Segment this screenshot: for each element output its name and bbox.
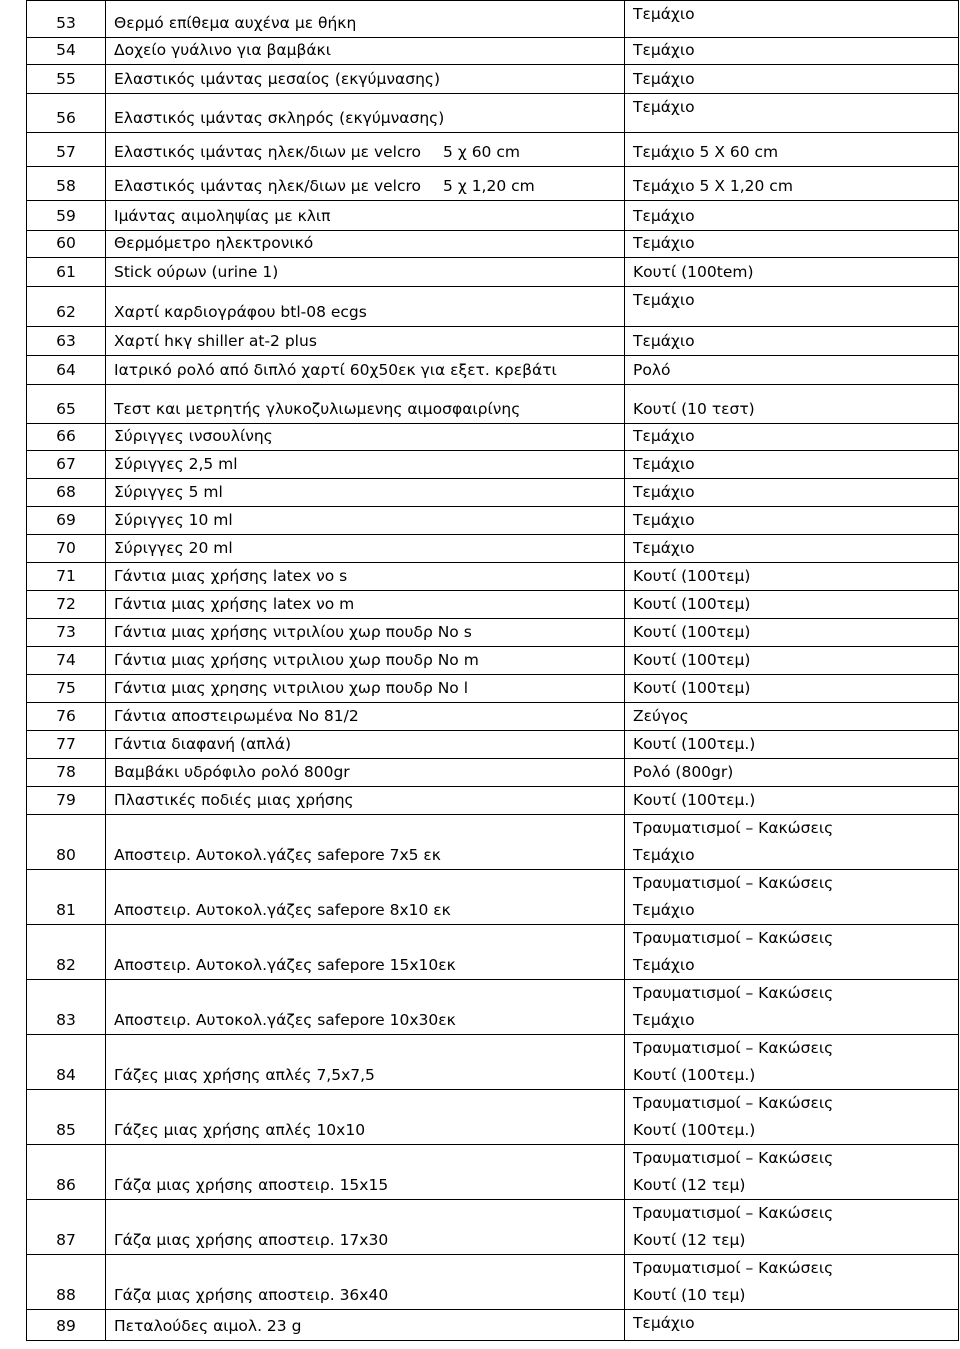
item-unit-line: Τεμάχιο [633,332,695,350]
item-number: 87 [27,1200,106,1255]
item-unit [625,675,959,703]
item-description-text: Σύριγγες 10 ml [114,511,233,529]
item-description [106,38,625,65]
item-number: 84 [27,1035,106,1090]
item-unit [625,1,959,38]
item-description [106,451,625,479]
table-row [27,619,959,647]
item-description [106,647,625,675]
item-unit-line-2: Κουτί (100τεμ.) [633,1121,756,1139]
item-description-text: Γάντια μιας χρήσης latex νο m [114,595,355,613]
item-unit [625,619,959,647]
item-unit-line: Κουτί (100τεμ) [633,679,751,697]
item-unit [625,591,959,619]
item-description-text: Ελαστικός ιμάντας σκληρός (εκγύμνασης) [114,109,445,127]
supplies-table [26,0,959,1341]
item-description-text: Γάντια μιας χρήσης νιτριλίου χωρ πουδρ Νο s [114,623,472,641]
item-description-text: Ελαστικός ιμάντας ηλεκ/διων με velcro [114,177,422,195]
item-number: 69 [27,507,106,535]
item-description [106,287,625,327]
item-unit-line: Τεμάχιο [633,41,695,59]
item-unit [625,38,959,65]
table-row [27,327,959,356]
item-description [106,65,625,94]
item-unit-line: Ρολό (800gr) [633,763,734,781]
table-row [27,479,959,507]
item-unit-line: Τραυματισμοί – Κακώσεις [633,929,834,947]
item-number: 62 [27,287,106,327]
table-row [27,258,959,287]
item-number: 66 [27,424,106,451]
table-row [27,507,959,535]
table-row [27,1255,959,1310]
item-description [106,133,625,167]
table-row [27,647,959,675]
table-row [27,703,959,731]
item-description [106,980,625,1035]
item-unit-line: Τραυματισμοί – Κακώσεις [633,1039,834,1057]
item-description-text: Σύριγγες 5 ml [114,483,223,501]
item-unit-line: Ζεύγος [633,707,689,725]
item-unit-line: Τεμάχιο [633,483,695,501]
item-unit [625,815,959,870]
table-row [27,1,959,38]
item-unit [625,647,959,675]
item-number: 61 [27,258,106,287]
item-unit-line-2: Κουτί (10 τεμ) [633,1286,746,1304]
item-unit-line: Κουτί (100τεμ) [633,623,751,641]
item-unit [625,787,959,815]
item-unit-line: Κουτί (100τεμ) [633,567,751,585]
item-description-text: Σύριγγες 20 ml [114,539,233,557]
table-row [27,1145,959,1200]
table-row [27,980,959,1035]
table-row [27,167,959,201]
item-unit-line: Τραυματισμοί – Κακώσεις [633,1094,834,1112]
table-row [27,38,959,65]
item-description-text: Σύριγγες 2,5 ml [114,455,238,473]
supplies-table-body [27,1,959,1341]
item-number: 86 [27,1145,106,1200]
table-row [27,287,959,327]
item-unit-line: Τραυματισμοί – Κακώσεις [633,874,834,892]
item-unit [625,870,959,925]
item-unit-line: Τραυματισμοί – Κακώσεις [633,1259,834,1277]
table-row [27,1200,959,1255]
item-number: 55 [27,65,106,94]
item-number: 72 [27,591,106,619]
item-description [106,327,625,356]
item-description [106,925,625,980]
item-unit-line: Κουτί (100τεμ) [633,651,751,669]
item-description [106,507,625,535]
item-description-text: Γάντια αποστειρωμένα Νο 81/2 [114,707,359,725]
item-unit-line: Τεμάχιο [633,511,695,529]
table-row [27,231,959,258]
item-number: 78 [27,759,106,787]
item-number: 64 [27,356,106,385]
item-description-text: Γάντια διαφανή (απλά) [114,735,292,753]
item-description-text: Ελαστικός ιμάντας μεσαίος (εκγύμνασης) [114,70,441,88]
item-description [106,167,625,201]
item-description [106,424,625,451]
item-description-text: Αποστειρ. Αυτοκολ.γάζες safepore 15x10εκ [114,956,456,974]
item-unit [625,535,959,563]
item-number: 71 [27,563,106,591]
item-unit-line-2: Τεμάχιο [633,956,695,974]
item-unit [625,980,959,1035]
item-number: 60 [27,231,106,258]
item-description [106,201,625,231]
item-number: 80 [27,815,106,870]
table-row [27,133,959,167]
item-number: 74 [27,647,106,675]
table-row [27,385,959,424]
item-description-text: Γάντια μιας χρήσης latex νο s [114,567,348,585]
table-row [27,787,959,815]
table-row [27,535,959,563]
item-unit-line: Τεμάχιο 5 Χ 60 cm [633,143,779,161]
item-number: 53 [27,1,106,38]
item-description-text: Πεταλούδες αιμολ. 23 g [114,1317,302,1335]
item-description [106,94,625,133]
item-number: 82 [27,925,106,980]
item-description-text: Stick ούρων (urine 1) [114,263,279,281]
item-unit-line: Κουτί (100τεμ) [633,595,751,613]
item-description [106,385,625,424]
item-description-text: Ελαστικός ιμάντας ηλεκ/διων με velcro [114,143,422,161]
item-description-text: Αποστειρ. Αυτοκολ.γάζες safepore 7x5 εκ [114,846,441,864]
item-description-text: Ιμάντας αιμοληψίας με κλιπ [114,207,331,225]
item-number: 65 [27,385,106,424]
item-unit [625,1145,959,1200]
item-description [106,787,625,815]
item-unit [625,1090,959,1145]
table-row [27,65,959,94]
item-unit-line-2: Κουτί (12 τεμ) [633,1176,746,1194]
item-unit-line: Τραυματισμοί – Κακώσεις [633,819,834,837]
item-description-text: Γάντια μιας χρησης νιτριλιου χωρ πουδρ Νο l [114,679,469,697]
item-description-text: Γάζα μιας χρήσης αποστειρ. 36x40 [114,1286,389,1304]
item-number: 58 [27,167,106,201]
item-number: 54 [27,38,106,65]
item-unit [625,133,959,167]
item-unit-line: Κουτί (100tem) [633,263,754,281]
item-description-text: Γάζες μιας χρήσης απλές 7,5x7,5 [114,1066,375,1084]
item-unit [625,703,959,731]
item-unit [625,731,959,759]
item-unit-line: Τεμάχιο [633,207,695,225]
item-description [106,1255,625,1310]
item-unit [625,563,959,591]
table-row [27,675,959,703]
item-description-text: Γάζα μιας χρήσης αποστειρ. 15x15 [114,1176,389,1194]
table-row [27,451,959,479]
item-unit-line: Τεμάχιο [633,539,695,557]
item-number: 85 [27,1090,106,1145]
item-description-text: Γάζα μιας χρήσης αποστειρ. 17x30 [114,1231,389,1249]
item-dimensions: 5 χ 1,20 cm [443,177,535,195]
item-description [106,535,625,563]
item-number: 83 [27,980,106,1035]
item-description-text: Αποστειρ. Αυτοκολ.γάζες safepore 10x30εκ [114,1011,456,1029]
item-description [106,675,625,703]
item-unit [625,94,959,133]
item-description [106,479,625,507]
item-description [106,231,625,258]
item-unit [625,356,959,385]
item-unit-line: Ρολό [633,361,671,379]
item-unit [625,759,959,787]
item-number: 88 [27,1255,106,1310]
table-row [27,1090,959,1145]
item-number: 68 [27,479,106,507]
item-unit [625,167,959,201]
item-unit-line: Τεμάχιο [633,291,695,309]
item-unit [625,327,959,356]
item-description-text: Δοχείο γυάλινο για βαμβάκι [114,41,331,59]
item-unit [625,507,959,535]
item-unit-line: Τεμάχιο [633,234,695,252]
item-number: 59 [27,201,106,231]
table-row [27,1310,959,1341]
item-description-text: Πλαστικές ποδιές μιας χρήσης [114,791,354,809]
item-unit-line: Τραυματισμοί – Κακώσεις [633,984,834,1002]
table-row [27,563,959,591]
item-number: 57 [27,133,106,167]
item-description [106,563,625,591]
item-description [106,619,625,647]
item-unit-line: Κουτί (100τεμ.) [633,791,756,809]
item-unit [625,1310,959,1341]
item-unit [625,1255,959,1310]
item-unit-line-2: Τεμάχιο [633,901,695,919]
item-unit [625,424,959,451]
item-description [106,870,625,925]
item-description [106,356,625,385]
item-number: 77 [27,731,106,759]
item-number: 75 [27,675,106,703]
item-number: 79 [27,787,106,815]
item-number: 73 [27,619,106,647]
item-unit-line: Τεμάχιο [633,427,695,445]
item-description [106,815,625,870]
item-number: 56 [27,94,106,133]
item-unit [625,925,959,980]
item-unit-line: Τεμάχιο 5 Χ 1,20 cm [633,177,793,195]
item-description-text: Θερμόμετρο ηλεκτρονικό [114,234,314,252]
item-number: 70 [27,535,106,563]
table-row [27,870,959,925]
item-number: 76 [27,703,106,731]
item-unit [625,201,959,231]
item-unit-line: Τεμάχιο [633,1314,695,1332]
item-unit [625,231,959,258]
item-description-text: Χαρτί hκγ shiller at-2 plus [114,332,317,350]
item-description-text: Ιατρικό ρολό από διπλό χαρτί 60χ50εκ για εξετ. κρεβάτι [114,361,557,379]
item-unit [625,287,959,327]
item-unit-line: Κουτί (100τεμ.) [633,735,756,753]
item-unit-line-2: Κουτί (100τεμ.) [633,1066,756,1084]
item-dimensions: 5 χ 60 cm [443,143,520,161]
item-number: 89 [27,1310,106,1341]
item-description [106,1035,625,1090]
item-unit-line: Τεμάχιο [633,455,695,473]
item-description [106,703,625,731]
table-row [27,201,959,231]
item-description [106,731,625,759]
table-row [27,815,959,870]
item-description-text: Σύριγγες ινσουλίνης [114,427,273,445]
table-row [27,731,959,759]
item-unit-line: Κουτί (10 τεστ) [633,400,755,418]
item-unit [625,258,959,287]
item-description-text: Γάζες μιας χρήσης απλές 10x10 [114,1121,366,1139]
item-description [106,258,625,287]
table-row [27,925,959,980]
item-unit [625,65,959,94]
item-unit-line: Τραυματισμοί – Κακώσεις [633,1149,834,1167]
item-description-text: Γάντια μιας χρήσης νιτριλιου χωρ πουδρ Νο m [114,651,479,669]
item-unit [625,385,959,424]
table-row [27,94,959,133]
item-unit-line-2: Τεμάχιο [633,1011,695,1029]
table-row [27,759,959,787]
item-unit [625,1035,959,1090]
table-row [27,356,959,385]
item-unit-line: Τεμάχιο [633,70,695,88]
item-unit [625,479,959,507]
item-description [106,591,625,619]
item-description [106,1310,625,1341]
item-description-text: Βαμβάκι υδρόφιλο ρολό 800gr [114,763,350,781]
item-unit-line: Τεμάχιο [633,5,695,23]
table-row [27,424,959,451]
table-row [27,591,959,619]
item-description [106,759,625,787]
item-unit-line-2: Τεμάχιο [633,846,695,864]
item-unit-line: Τεμάχιο [633,98,695,116]
item-description [106,1,625,38]
item-unit-line-2: Κουτί (12 τεμ) [633,1231,746,1249]
item-description [106,1200,625,1255]
item-number: 81 [27,870,106,925]
item-unit [625,451,959,479]
item-description-text: Αποστειρ. Αυτοκολ.γάζες safepore 8x10 εκ [114,901,451,919]
item-description-text: Θερμό επίθεμα αυχένα με θήκη [114,14,357,32]
item-number: 63 [27,327,106,356]
item-number: 67 [27,451,106,479]
item-description-text: Χαρτί καρδιογράφου btl-08 ecgs [114,303,367,321]
item-description-text: Τεστ και μετρητής γλυκοζυλιωμενης αιμοσφαιρίνης [114,400,521,418]
item-description [106,1145,625,1200]
item-unit-line: Τραυματισμοί – Κακώσεις [633,1204,834,1222]
table-row [27,1035,959,1090]
item-description [106,1090,625,1145]
item-unit [625,1200,959,1255]
